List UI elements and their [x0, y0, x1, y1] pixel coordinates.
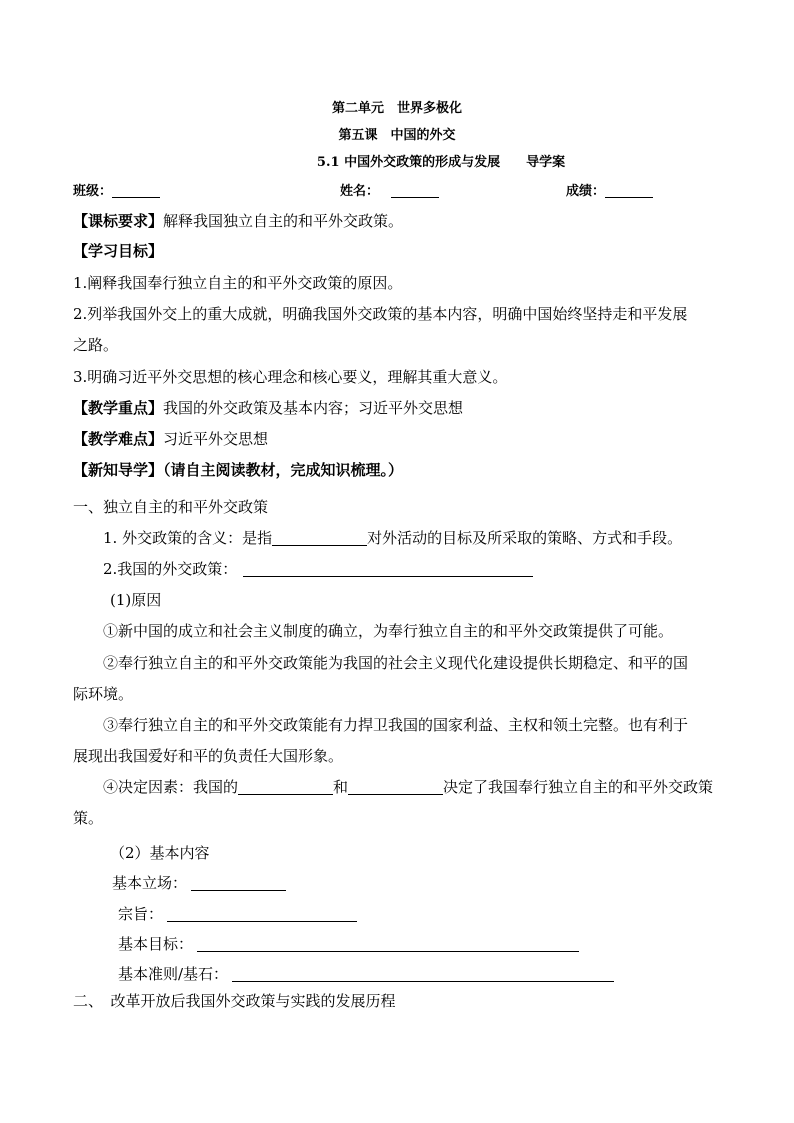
reason4-blank-2[interactable]: [348, 780, 443, 795]
principle-row: [118, 963, 614, 984]
part1-title: 一、独立自主的和平外交政策: [73, 498, 269, 516]
goal-label: 基本目标：: [118, 935, 194, 953]
reason4-suffix: 决定了我国奉行独立自主的和平外交政策: [443, 778, 714, 796]
reason-3b: 展现出我国爱好和平的负责任大国形象。: [73, 747, 344, 765]
keypoint-text: 我国的外交政策及基本内容；习近平外交思想: [163, 399, 464, 417]
score-field: [566, 180, 653, 199]
goal-row: [118, 933, 579, 954]
curriculum-requirement: [73, 210, 403, 231]
unit-title: 第二单元 世界多极化: [331, 101, 462, 116]
objective-2b: 之路。: [73, 336, 119, 354]
difficulty-label: 【教学难点】: [73, 430, 164, 448]
item2-blank[interactable]: [243, 562, 533, 577]
goal-blank[interactable]: [197, 937, 579, 952]
new-knowledge-label: 【新知导学】（请自主阅读教材，完成知识梳理。）: [73, 461, 404, 479]
principle-label: 基本准则/基石：: [118, 965, 229, 983]
item-2: [103, 558, 533, 579]
reason-1: ①新中国的成立和社会主义制度的确立，为奉行独立自主的和平外交政策提供了可能。: [103, 622, 674, 640]
purpose-row: [118, 903, 357, 924]
item1-prefix: 1. 外交政策的含义：是指: [103, 529, 273, 547]
keypoint-label: 【教学重点】: [73, 399, 164, 417]
reason4-blank-1[interactable]: [238, 780, 333, 795]
reason-title: (1)原因: [110, 591, 162, 609]
principle-blank[interactable]: [232, 967, 614, 982]
name-label: 姓名：: [340, 184, 380, 199]
reason-3a: ③奉行独立自主的和平外交政策能有力捍卫我国的国家利益、主权和领土完整。也有利于: [103, 716, 689, 734]
content-title: （2）基本内容: [110, 844, 210, 862]
purpose-blank[interactable]: [167, 907, 357, 922]
curriculum-text: 解释我国独立自主的和平外交政策。: [163, 212, 404, 230]
name-blank[interactable]: [391, 183, 439, 198]
class-label: 班级：: [73, 184, 113, 199]
difficulty-text: 习近平外交思想: [163, 430, 269, 448]
score-label: 成绩：: [566, 184, 606, 199]
purpose-label: 宗旨：: [118, 905, 164, 923]
reason4-mid: 和: [333, 778, 349, 796]
lesson-title: 第五课 中国的外交: [338, 128, 456, 143]
section-title: 5.1 中国外交政策的形成与发展 导学案: [316, 155, 566, 170]
difficulty: [73, 428, 268, 449]
item1-blank[interactable]: [272, 531, 367, 546]
reason4-prefix: ④决定因素：我国的: [103, 778, 239, 796]
class-field: [73, 180, 160, 199]
objectives-label: 【学习目标】: [73, 242, 164, 260]
item-1: [103, 527, 682, 548]
objective-1: 1.阐释我国奉行独立自主的和平外交政策的原因。: [73, 274, 403, 292]
reason-2a: ②奉行独立自主的和平外交政策能为我国的社会主义现代化建设提供长期稳定、和平的国: [103, 654, 689, 672]
objective-3: 3.明确习近平外交思想的核心理念和核心要义，理解其重大意义。: [73, 368, 508, 386]
stance-label: 基本立场：: [112, 874, 188, 892]
reason-4: [103, 776, 713, 797]
item1-suffix: 对外活动的目标及所采取的策略、方式和手段。: [367, 529, 683, 547]
stance-row: [112, 872, 286, 893]
class-blank[interactable]: [112, 183, 160, 198]
reason-2b: 际环境。: [73, 685, 134, 703]
item2-prefix: 2.我国的外交政策：: [103, 560, 238, 578]
stance-blank[interactable]: [191, 876, 286, 891]
score-blank[interactable]: [605, 183, 653, 198]
key-point: [73, 397, 463, 418]
part2-title: 二、 改革开放后我国外交政策与实践的发展历程: [73, 992, 396, 1010]
reason-4b: 策。: [73, 809, 104, 827]
curriculum-label: 【课标要求】: [73, 212, 164, 230]
name-field: [340, 180, 439, 199]
objective-2a: 2.列举我国外交上的重大成就，明确我国外交政策的基本内容，明确中国始终坚持走和平发展: [73, 305, 688, 323]
